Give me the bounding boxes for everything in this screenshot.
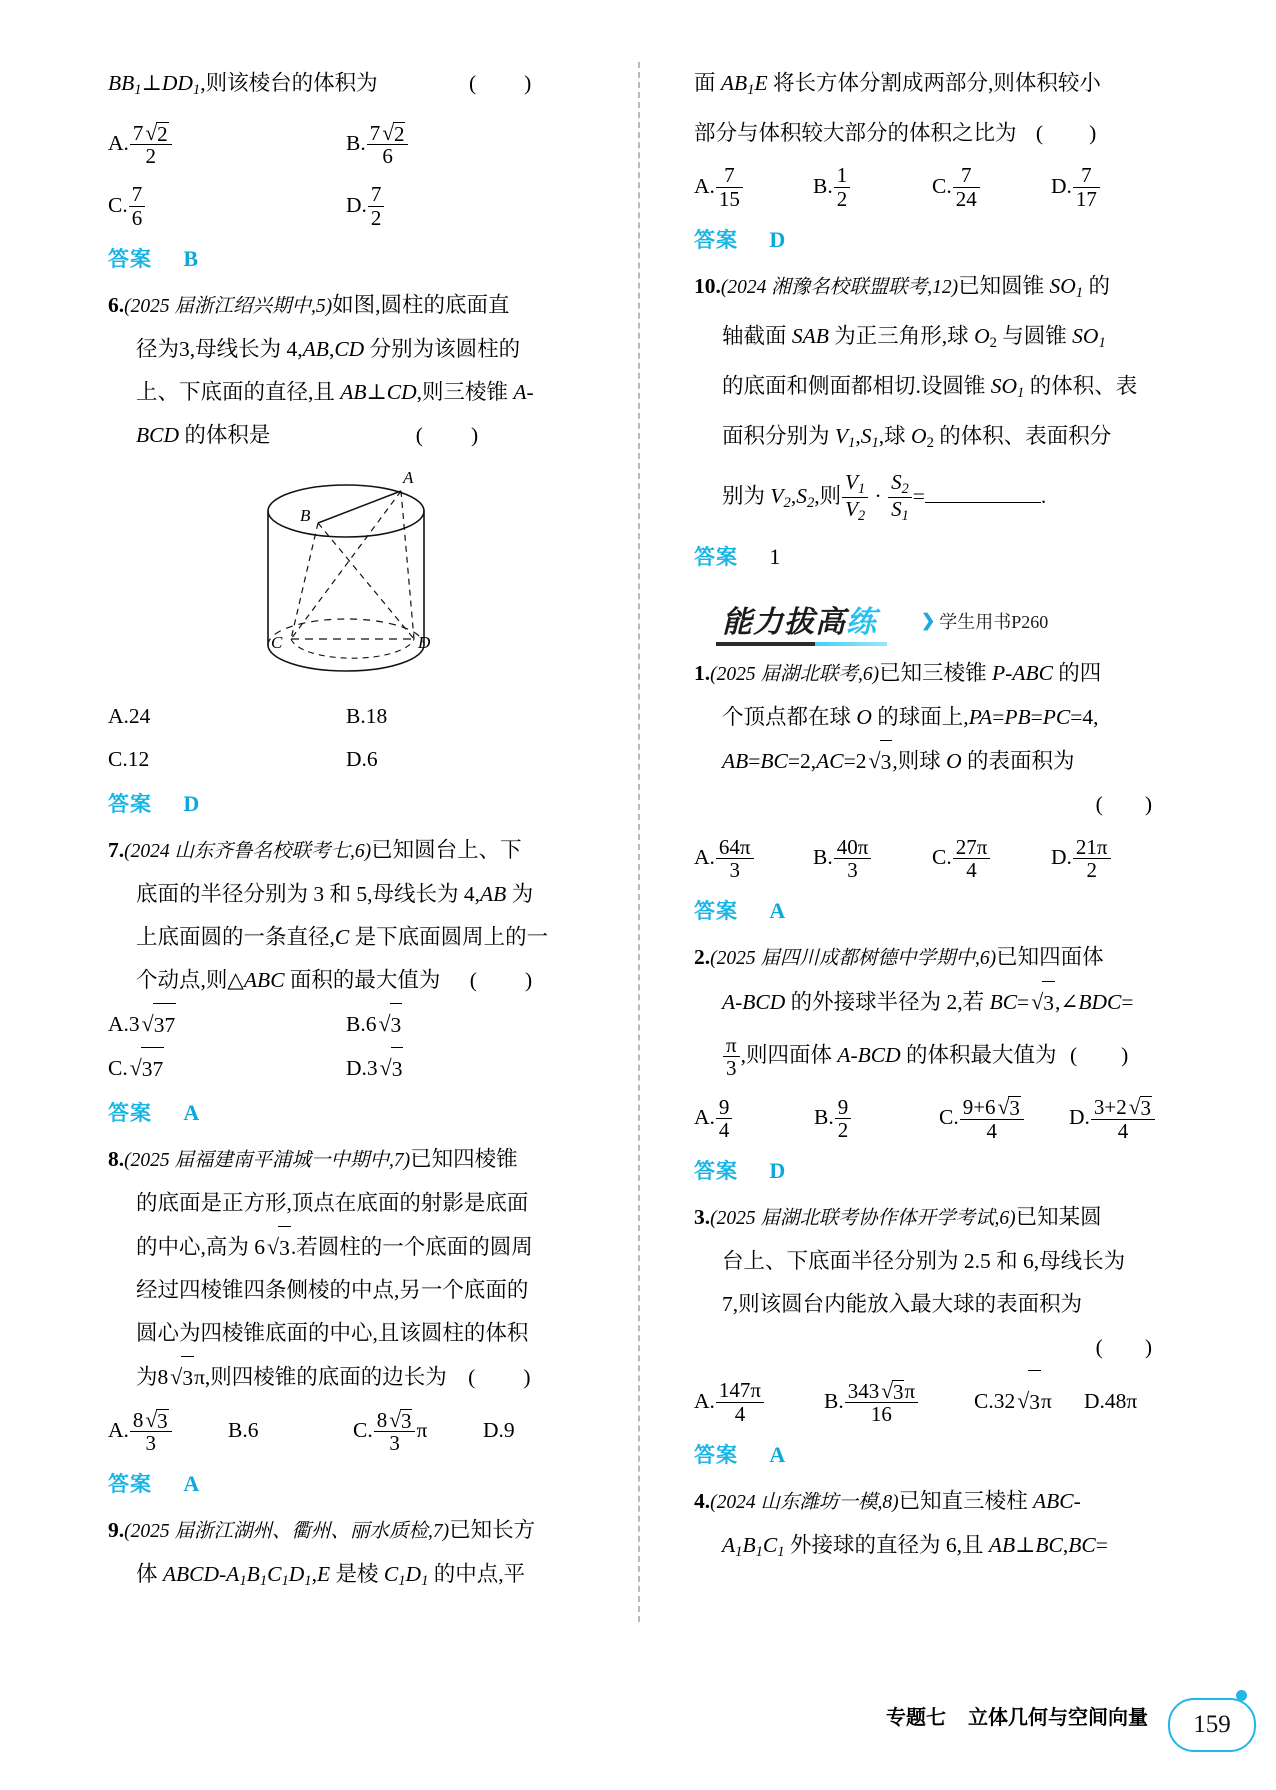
option-d[interactable]: D.6: [346, 747, 378, 772]
question-text: 圆心为四棱锥底面的中心,且该圆柱的体积: [136, 1321, 529, 1346]
svg-text:D: D: [418, 633, 431, 653]
question-text: $\frac{\pi}{3}$ ,则四面体 A-BCD 的体积最大值为 ( ): [694, 1024, 1170, 1086]
answer-label: 答案: [694, 899, 738, 924]
question-number: 8.: [108, 1147, 125, 1172]
question-text: 别为 $V_2,S_2$,则 $\frac{V_1}{V_2}$ · $\frac{S_2}{S_1}$ = .: [722, 469, 1047, 524]
question-source: (2025 届湖北联考协作体开学考试,6): [710, 1208, 1016, 1230]
footer-topic-label: 专题七: [886, 1707, 946, 1729]
footer-topic: [886, 1701, 1148, 1730]
option-b[interactable]: B. $\frac{7√2}{6}$: [346, 112, 584, 174]
option-b[interactable]: B. $\frac{343√3\pi}{16}$: [824, 1370, 974, 1432]
answer-row: [694, 1150, 1170, 1192]
ability-question-1: 1.(2025 届湖北联考,6)已知三棱锥 P-ABC 的四 个顶点都在球 O 的球面上,PA=PB=PC=4, AB=BC=2,AC=2√3,则球 O 的表面积为 ( ) A. $\frac{64\pi}{3}$ B. $\frac{40\pi}{3}$ C. $\frac{27\pi}{4}$ D. $\frac{21\pi}{2}$ 答案 A: [694, 652, 1170, 932]
ability-question-4-head: 4.(2024 山东潍坊一模,8)已知直三棱柱 ABC- $A_1B_1C_1$ 外接球的直径为 6,且 AB⊥BC,BC=: [694, 1480, 1170, 1574]
option-b[interactable]: B. $\frac{40\pi}{3}$: [813, 826, 932, 888]
options-row: [108, 1046, 584, 1090]
option-a[interactable]: A.3√37: [108, 1002, 346, 1046]
option-c[interactable]: C.12: [108, 747, 150, 772]
question-number: 10.: [694, 274, 721, 299]
answer-value: A: [769, 1442, 786, 1468]
question-text: 体 ABCD-$A_1B_1C_1D_1,E$ 是棱 $C_1D_1$ 的中点,平: [136, 1562, 526, 1590]
svg-text:B: B: [300, 506, 311, 526]
question-number: 9.: [108, 1518, 125, 1543]
figure-cylinder-tetrahedron: [108, 463, 584, 693]
question-number: 1.: [694, 661, 711, 686]
question-text: $A_1B_1C_1$ 外接球的直径为 6,且 AB⊥BC,BC=: [722, 1533, 1108, 1561]
answer-label: 答案: [108, 1101, 152, 1126]
option-a[interactable]: A. $\frac{8√3}{3}$: [108, 1399, 228, 1461]
options-row: [108, 174, 584, 236]
ability-question-2: 2.(2025 届四川成都树德中学期中,6)已知四面体 A-BCD 的外接球半径为 2,若 BC=√3,∠BDC= $\frac{\pi}{3}$ ,则四面体 A-BCD 的体积最大值为 ( ) A. $\frac{9}{4}$ B. $\frac{9}{2}$ C. $\frac{9+6√3}{4}$ D. $\frac{3+2√3}{4}$ 答案 D: [694, 936, 1170, 1192]
option-b[interactable]: B.6: [228, 1418, 259, 1443]
page-footer: [0, 1676, 1276, 1736]
option-a[interactable]: A. $\frac{7}{15}$: [694, 155, 813, 217]
question-text: 台上、下底面半径分别为 2.5 和 6,母线长为: [722, 1249, 1126, 1274]
options-row: [694, 155, 1170, 217]
question-text: AB=BC=2,AC=2√3,则球 O 的表面积为: [694, 739, 1170, 783]
section-title-accent: 练: [846, 605, 877, 641]
question-number: 3.: [694, 1205, 711, 1230]
question-text: A-BCD 的外接球半径为 2,若 BC=√3,∠BDC=: [694, 980, 1170, 1024]
option-d[interactable]: D. $\frac{7}{2}$: [346, 174, 584, 236]
question-text: 上、下底面的直径,且 AB⊥CD,则三棱锥 A-: [136, 380, 534, 405]
answer-value: A: [769, 898, 786, 924]
answer-label: 答案: [108, 1472, 152, 1497]
question-9-head: 9.(2025 届浙江湖州、衢州、丽水质检,7)已知长方 体 ABCD-$A_1B_1C_1D_1,E$ 是棱 $C_1D_1$ 的中点,平: [108, 1509, 584, 1603]
question-9-tail: [694, 62, 1170, 261]
answer-row: [108, 238, 584, 280]
two-column-body: [108, 62, 1170, 1662]
option-a[interactable]: A. $\frac{9}{4}$: [694, 1086, 814, 1148]
option-d[interactable]: D. $\frac{3+2√3}{4}$: [1069, 1086, 1156, 1148]
question-6: 6.(2025 届浙江绍兴期中,5)如图,圆柱的底面直 径为3,母线长为 4,AB,CD 分别为该圆柱的 上、下底面的直径,且 AB⊥CD,则三棱锥 A- BCD 的体积是 ( ) A B C D A.24 B.18 C.12 D.6 答案 D: [108, 284, 584, 825]
question-source: (2025 届福建南平浦城一中期中,7): [124, 1150, 411, 1172]
options-row: [108, 112, 584, 174]
option-b[interactable]: B. $\frac{1}{2}$: [813, 155, 932, 217]
question-text: BCD 的体积是 ( ): [136, 423, 479, 448]
answer-value: D: [769, 1158, 786, 1184]
option-d[interactable]: D.3√3: [346, 1046, 584, 1090]
question-source: (2024 山东潍坊一模,8): [710, 1492, 899, 1514]
answer-row: [694, 1434, 1170, 1476]
answer-value: B: [183, 246, 199, 272]
option-c[interactable]: C.32√3π: [974, 1369, 1084, 1432]
question-source: (2025 届四川成都树德中学期中,6): [710, 948, 997, 970]
answer-label: 答案: [694, 228, 738, 253]
answer-row: [694, 219, 1170, 261]
question-number: 6.: [108, 293, 125, 318]
section-header: [694, 596, 1170, 646]
options-row: [694, 826, 1170, 888]
divider-rule: [638, 62, 640, 1622]
answer-value: A: [183, 1100, 200, 1126]
option-c[interactable]: C. $\frac{7}{24}$: [932, 155, 1051, 217]
option-a[interactable]: A.24: [108, 704, 151, 729]
question-number: 7.: [108, 838, 125, 863]
answer-value: 1: [769, 544, 781, 570]
answer-value: D: [769, 227, 786, 253]
option-b[interactable]: B.6√3: [346, 1002, 584, 1046]
question-text: 径为3,母线长为 4,AB,CD 分别为该圆柱的: [136, 337, 521, 362]
option-a[interactable]: A. $\frac{7√2}{2}$: [108, 112, 346, 174]
option-d[interactable]: D.48π: [1084, 1388, 1138, 1413]
question-text: 的底面是正方形,顶点在底面的射影是底面: [136, 1191, 529, 1216]
question-text: 底面的半径分别为 3 和 5,母线长为 4,AB 为: [136, 882, 534, 907]
question-7: 7.(2024 山东齐鲁名校联考七,6)已知圆台上、下 底面的半径分别为 3 和 5,母线长为 4,AB 为 上底面圆的一条直径,C 是下底面圆周上的一 个动点,则△ABC 面积的最大值为 ( ) A.3√37 B.6√3 C.√37 D.3√3 答案 A: [108, 829, 584, 1134]
question-source: (2024 湘豫名校联盟联考,12): [720, 277, 959, 299]
question-text: 7,则该圆台内能放入最大球的表面积为: [722, 1292, 1083, 1317]
answer-row: [108, 783, 584, 825]
question-text: 经过四棱锥四条侧棱的中点,另一个底面的: [136, 1278, 529, 1303]
question-source: (2025 届湖北联考,6): [710, 664, 880, 686]
answer-label: 答案: [694, 545, 738, 570]
book-reference: [921, 608, 1048, 634]
option-d[interactable]: D. $\frac{21\pi}{2}$: [1051, 826, 1170, 888]
options-row: [108, 1002, 584, 1046]
right-column: [694, 62, 1170, 1662]
column-divider: [584, 62, 694, 1662]
question-text: 面积分别为 $V_1,S_1$,球 O2 的体积、表面积分: [722, 424, 1112, 452]
section-underline: [716, 642, 887, 646]
footer-topic-title: 立体几何与空间向量: [968, 1707, 1148, 1729]
answer-row: [108, 1092, 584, 1134]
option-b[interactable]: B. $\frac{9}{2}$: [814, 1086, 939, 1148]
question-text: 个顶点都在球 O 的球面上,PA=PB=PC=4,: [722, 705, 1099, 730]
options-row: [694, 1369, 1170, 1432]
option-c[interactable]: C. $\frac{27\pi}{4}$: [932, 826, 1051, 888]
svg-text:C: C: [271, 633, 283, 653]
option-b[interactable]: B.18: [346, 704, 388, 729]
answer-value: D: [183, 791, 200, 817]
answer-label: 答案: [694, 1159, 738, 1184]
question-text: 的中心,高为 6√3.若圆柱的一个底面的圆周: [108, 1225, 584, 1269]
section-title-main: 能力拔高: [722, 605, 846, 641]
question-8: 8.(2025 届福建南平浦城一中期中,7)已知四棱锥 的底面是正方形,顶点在底面的射影是底面 的中心,高为 6√3.若圆柱的一个底面的圆周 经过四棱锥四条侧棱的中点,另一个底面的 圆心为四棱锥底面的中心,且该圆柱的体积 为8√3π,则四棱锥的底面的边长为 ( ) A. $\frac{8√3}{3}$ B.6 C. $\frac{8√3}{3}$ π D.9 答案 A: [108, 1138, 584, 1505]
question-text: 部分与体积较大部分的体积之比为 ( ): [694, 121, 1097, 146]
question-text: 为8√3π,则四棱锥的底面的边长为 ( ): [108, 1355, 584, 1399]
option-a[interactable]: A. $\frac{147\pi}{4}$: [694, 1370, 824, 1432]
option-d[interactable]: D.9: [483, 1418, 515, 1443]
option-c[interactable]: C. $\frac{8√3}{3}$ π: [353, 1407, 428, 1456]
answer-value: A: [183, 1471, 200, 1497]
answer-row: [694, 890, 1170, 932]
question-source: (2024 山东齐鲁名校联考七,6): [124, 841, 372, 863]
question-10: 10.(2024 湘豫名校联盟联考,12)已知圆锥 $SO_1$ 的 轴截面 SAB 为正三角形,球 O2 与圆锥 $SO_1$ 的底面和侧面都相切.设圆锥 $SO_1$ 的体积、表 面积分别为 $V_1,S_1$,球 O2 的体积、表面积分 别为 $V_2,S_2$,则 $\frac{V_1}{V_2}$ · $\frac{S_2}{S_1}$ = . 答案 1: [694, 265, 1170, 578]
option-d[interactable]: D. $\frac{7}{17}$: [1051, 155, 1170, 217]
answer-label: 答案: [108, 792, 152, 817]
left-column: [108, 62, 584, 1662]
question-text: 的底面和侧面都相切.设圆锥 $SO_1$ 的体积、表: [722, 374, 1138, 402]
section-badge: [716, 596, 887, 646]
page-number: 159: [1168, 1698, 1256, 1752]
page-number-bubble: [1168, 1690, 1254, 1752]
options-row: [694, 1086, 1170, 1148]
options-row: [108, 695, 584, 738]
question-number: 2.: [694, 945, 711, 970]
question-source: (2025 届浙江绍兴期中,5): [124, 296, 333, 318]
question-5-tail: [108, 62, 584, 280]
answer-row: [694, 536, 1170, 578]
book-reference-label: 学生用书P260: [939, 612, 1049, 633]
question-text: 面 $AB_1E$ 将长方体分割成两部分,则体积较小: [694, 71, 1101, 99]
ability-question-3: 3.(2025 届湖北联考协作体开学考试,6)已知某圆 台上、下底面半径分别为 2.5 和 6,母线长为 7,则该圆台内能放入最大球的表面积为 ( ) A. $\frac{147\pi}{4}$ B. $\frac{343√3\pi}{16}$ C.32√3π D.48π 答案 A: [694, 1196, 1170, 1476]
options-row: [108, 738, 584, 781]
option-c[interactable]: C. $\frac{7}{6}$: [108, 174, 346, 236]
chevron-right-icon: ❯: [921, 611, 936, 631]
svg-text:A: A: [403, 468, 414, 488]
answer-label: 答案: [108, 247, 152, 272]
question-text: 轴截面 SAB 为正三角形,球 O2 与圆锥 $SO_1$: [722, 324, 1106, 352]
option-a[interactable]: A. $\frac{64\pi}{3}$: [694, 826, 813, 888]
question-number: 4.: [694, 1489, 711, 1514]
answer-label: 答案: [694, 1443, 738, 1468]
question-source: (2025 届浙江湖州、衢州、丽水质检,7): [124, 1521, 450, 1543]
options-row: [108, 1399, 584, 1461]
option-c[interactable]: C.√37: [108, 1046, 346, 1090]
answer-row: [108, 1463, 584, 1505]
question-text: 个动点,则△ABC 面积的最大值为 ( ): [136, 968, 533, 993]
question-text: $BB_1\perp DD_1$,则该棱台的体积为 ( ): [108, 71, 532, 99]
question-text: 上底面圆的一条直径,C 是下底面圆周上的一: [136, 925, 549, 950]
option-c[interactable]: C. $\frac{9+6√3}{4}$: [939, 1086, 1069, 1148]
